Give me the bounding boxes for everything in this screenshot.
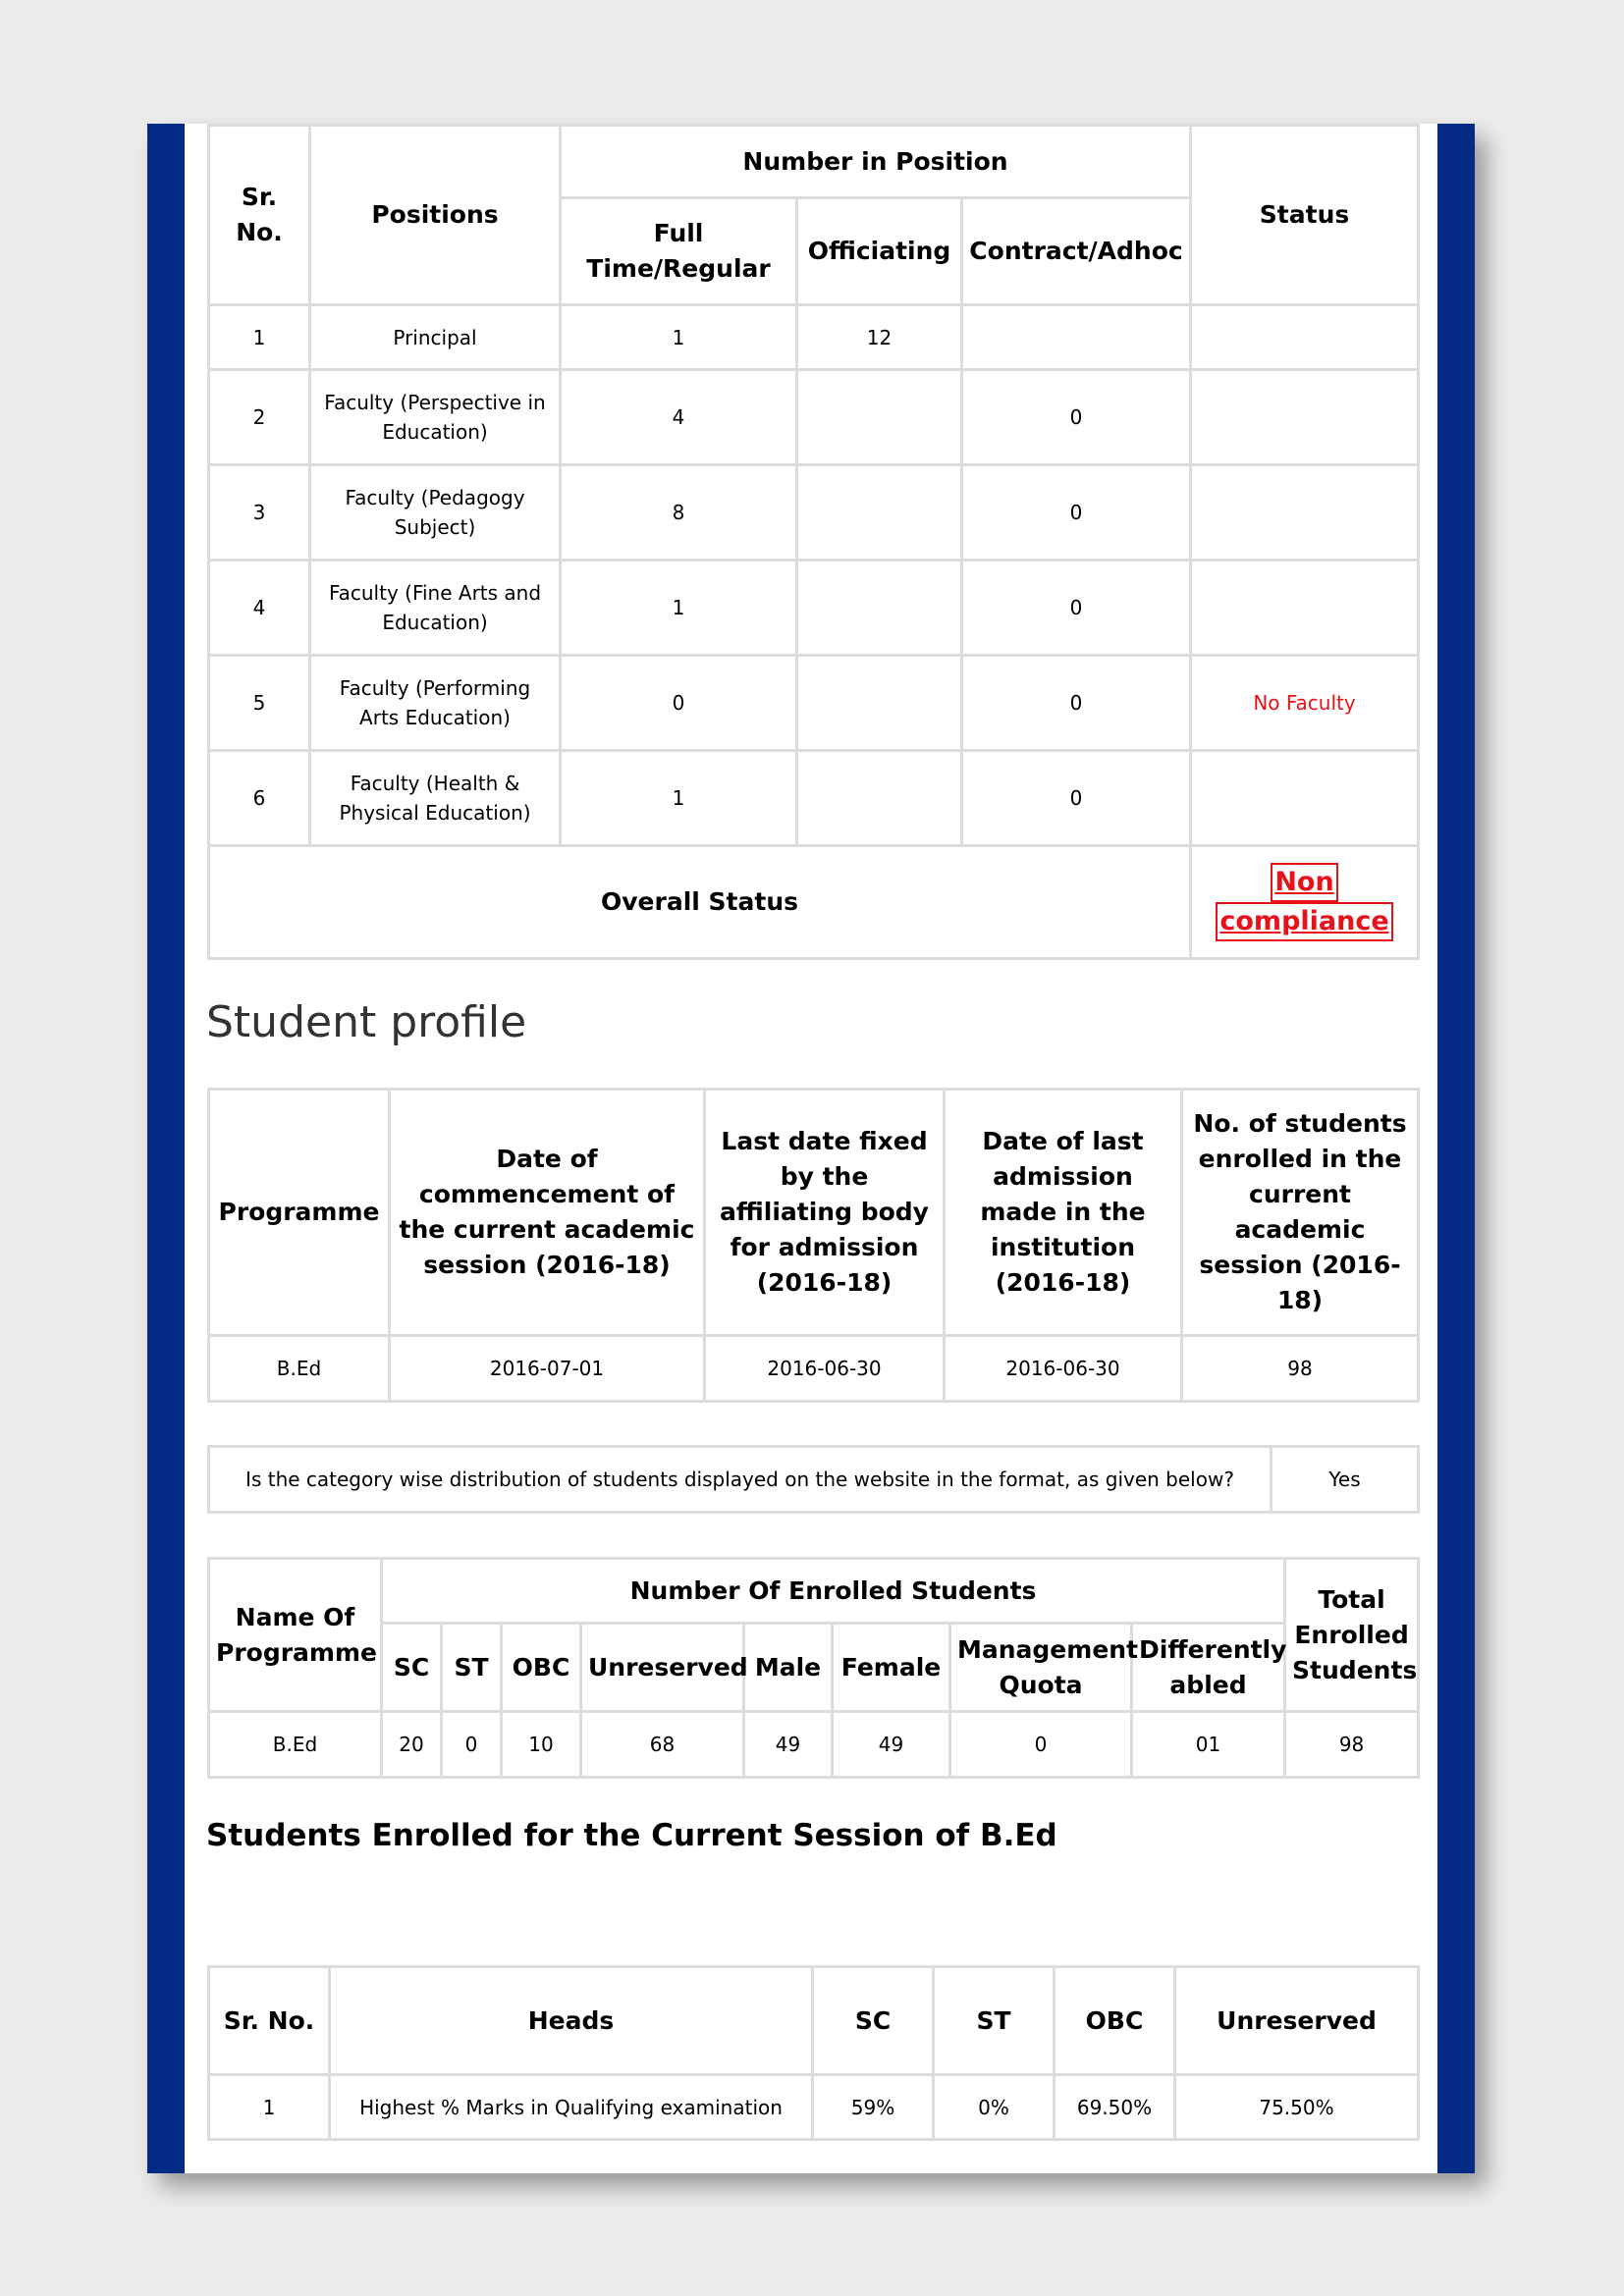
cell-sr: 5 — [209, 656, 310, 751]
table-row — [209, 561, 1419, 656]
cell-position: Faculty (Pedagogy Subject) — [310, 465, 561, 561]
table-row — [209, 1336, 1419, 1402]
cell-total: 98 — [1285, 1712, 1419, 1778]
enrolled-students-table — [207, 1557, 1420, 1779]
cell-status — [1191, 465, 1419, 561]
cell-last-admission: 2016-06-30 — [945, 1336, 1182, 1402]
cell-sc: 59% — [813, 2075, 934, 2140]
cell-sr: 2 — [209, 370, 310, 465]
cell-sc: 20 — [382, 1712, 442, 1778]
table-row — [209, 465, 1419, 561]
left-border-band — [147, 124, 185, 2173]
cell-sr: 4 — [209, 561, 310, 656]
cell-st: 0% — [934, 2075, 1055, 2140]
current-session-table — [207, 1965, 1420, 2141]
table-row — [209, 656, 1419, 751]
cell-status — [1191, 305, 1419, 370]
col-header-number-enrolled: Number Of Enrolled Students — [382, 1559, 1285, 1624]
col-header-commencement: Date of commencement of the current academic session (2016-18) — [390, 1090, 705, 1336]
cell-sr: 3 — [209, 465, 310, 561]
category-question-text: Is the category wise distribution of students displayed on the website in the format, as given below? — [209, 1447, 1272, 1513]
cell-officiating — [797, 656, 962, 751]
col-header-programme: Programme — [209, 1090, 390, 1336]
cell-position: Faculty (Fine Arts and Education) — [310, 561, 561, 656]
cell-status — [1191, 751, 1419, 846]
overall-status-label: Overall Status — [209, 846, 1191, 959]
cell-obc: 10 — [502, 1712, 581, 1778]
cell-contract — [962, 305, 1191, 370]
cell-status-no-faculty: No Faculty — [1191, 656, 1419, 751]
cell-position: Faculty (Perspective in Education) — [310, 370, 561, 465]
cell-full-time: 4 — [561, 370, 797, 465]
cell-st: 0 — [442, 1712, 502, 1778]
col-header-management-quota: Management Quota — [950, 1624, 1132, 1712]
right-border-band — [1437, 124, 1475, 2173]
cell-status — [1191, 370, 1419, 465]
category-question-table — [207, 1445, 1420, 1514]
cell-differently-abled: 01 — [1132, 1712, 1285, 1778]
table-row — [209, 751, 1419, 846]
col-header-heads: Heads — [330, 1967, 813, 2075]
overall-status-row — [209, 846, 1419, 959]
table-row — [209, 305, 1419, 370]
col-header-sc: SC — [813, 1967, 934, 2075]
cell-officiating: 12 — [797, 305, 962, 370]
col-header-total-enrolled: Total Enrolled Students — [1285, 1559, 1419, 1712]
col-header-unreserved: Unreserved — [581, 1624, 744, 1712]
cell-sr: 1 — [209, 2075, 330, 2140]
col-header-obc: OBC — [502, 1624, 581, 1712]
cell-programme: B.Ed — [209, 1336, 390, 1402]
cell-contract: 0 — [962, 656, 1191, 751]
cell-status — [1191, 561, 1419, 656]
cell-position: Principal — [310, 305, 561, 370]
current-session-heading: Students Enrolled for the Current Session of B.Ed — [206, 1818, 1057, 1853]
document-page — [147, 124, 1475, 2173]
cell-full-time: 8 — [561, 465, 797, 561]
cell-contract: 0 — [962, 751, 1191, 846]
col-header-number-in-position: Number in Position — [561, 126, 1191, 198]
table-row — [209, 1447, 1419, 1513]
cell-position: Faculty (Performing Arts Education) — [310, 656, 561, 751]
cell-full-time: 1 — [561, 751, 797, 846]
cell-officiating — [797, 561, 962, 656]
col-header-female: Female — [833, 1624, 950, 1712]
col-header-last-date-fixed: Last date fixed by the affiliating body for admission (2016-18) — [705, 1090, 945, 1336]
cell-full-time: 1 — [561, 305, 797, 370]
col-header-students-enrolled: No. of students enrolled in the current academic session (2016-18) — [1182, 1090, 1419, 1336]
cell-programme: B.Ed — [209, 1712, 382, 1778]
cell-officiating — [797, 465, 962, 561]
col-header-sr-no: Sr. No. — [209, 1967, 330, 2075]
cell-full-time: 1 — [561, 561, 797, 656]
col-header-st: ST — [934, 1967, 1055, 2075]
cell-sr: 1 — [209, 305, 310, 370]
col-header-unreserved: Unreserved — [1175, 1967, 1419, 2075]
col-header-last-admission: Date of last admission made in the institution (2016-18) — [945, 1090, 1182, 1336]
col-header-st: ST — [442, 1624, 502, 1712]
cell-officiating — [797, 370, 962, 465]
col-header-officiating: Officiating — [797, 198, 962, 305]
col-header-sc: SC — [382, 1624, 442, 1712]
col-header-full-time: Full Time/Regular — [561, 198, 797, 305]
col-header-obc: OBC — [1055, 1967, 1175, 2075]
cell-management-quota: 0 — [950, 1712, 1132, 1778]
non-compliance-badge-line1: Non — [1271, 863, 1337, 902]
cell-position: Faculty (Health & Physical Education) — [310, 751, 561, 846]
col-header-positions: Positions — [310, 126, 561, 305]
cell-contract: 0 — [962, 465, 1191, 561]
cell-obc: 69.50% — [1055, 2075, 1175, 2140]
overall-status-value — [1191, 846, 1419, 959]
col-header-differently-abled: Differently abled — [1132, 1624, 1285, 1712]
col-header-name-of-programme: Name Of Programme — [209, 1559, 382, 1712]
cell-contract: 0 — [962, 561, 1191, 656]
col-header-status: Status — [1191, 126, 1419, 305]
cell-female: 49 — [833, 1712, 950, 1778]
cell-full-time: 0 — [561, 656, 797, 751]
table-row — [209, 2075, 1419, 2140]
cell-sr: 6 — [209, 751, 310, 846]
col-header-sr-no: Sr. No. — [209, 126, 310, 305]
cell-contract: 0 — [962, 370, 1191, 465]
cell-head: Highest % Marks in Qualifying examination — [330, 2075, 813, 2140]
cell-unreserved: 75.50% — [1175, 2075, 1419, 2140]
cell-unreserved: 68 — [581, 1712, 744, 1778]
student-profile-table — [207, 1088, 1420, 1403]
cell-male: 49 — [744, 1712, 833, 1778]
col-header-contract: Contract/Adhoc — [962, 198, 1191, 305]
cell-last-date-fixed: 2016-06-30 — [705, 1336, 945, 1402]
staff-positions-table — [207, 124, 1420, 960]
category-question-answer: Yes — [1272, 1447, 1419, 1513]
cell-students-enrolled: 98 — [1182, 1336, 1419, 1402]
student-profile-heading: Student profile — [206, 997, 527, 1047]
cell-commencement: 2016-07-01 — [390, 1336, 705, 1402]
non-compliance-badge-line2: compliance — [1216, 902, 1392, 941]
col-header-male: Male — [744, 1624, 833, 1712]
cell-officiating — [797, 751, 962, 846]
table-row — [209, 370, 1419, 465]
table-row — [209, 1712, 1419, 1778]
